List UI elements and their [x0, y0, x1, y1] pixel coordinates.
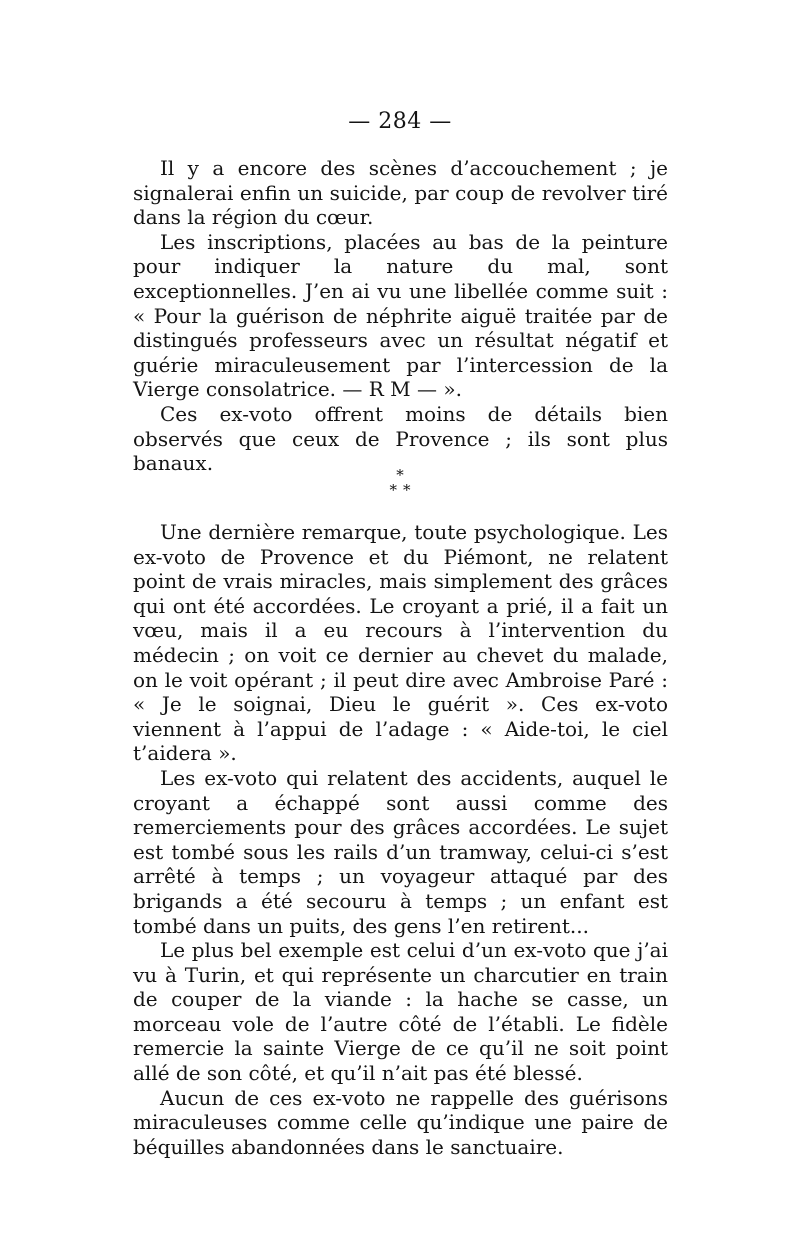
asterism-separator: [340, 468, 460, 508]
paragraph-accidents: Les ex-voto qui relatent des accidents, auquel le croyant a échappé sont aussi comme des remerciements pour des grâces accordées. Le sujet est tombé sous les rails d’un tramway, celui-ci s’est arrêté à temps ; un voyageur attaqué par des brigands a été secouru à temps ; un enfant est tombé dans un puits, des gens l’en retirent...: [133, 765, 668, 938]
paragraph-turin-example: Le plus bel exemple est celui d’un ex-voto que j’ai vu à Turin, et qui représente un charcutier en train de couper de la viande : la hache se casse, un morceau vole de l’autre côté de l’établi. Le fidèle remercie la sainte Vierge de ce qu’il ne soit point allé de son côté, et qu’il n’ait pas été blessé.: [133, 938, 668, 1086]
paragraph-psychological-remark: Une dernière remarque, toute psychologique. Les ex-voto de Provence et du Piémont, ne relatent point de vrais miracles, mais simplement des grâces qui ont été accordées. Le croyant a prié, il a fait un vœu, mais il a eu recours à l’intervention du médecin ; on voit ce dernier au chevet du malade, on le voit opérant ; il peut dire avec Ambroise Paré : « Je le soignai, Dieu le guérit ». Ces ex-voto viennent à l’appui de l’adage : « Aide-toi, le ciel t’aidera ».: [133, 520, 668, 766]
asterism-star-left: *: [389, 481, 397, 499]
asterism-star-right: *: [403, 481, 411, 499]
paragraph-crutches: Aucun de ces ex-voto ne rappelle des guérisons miraculeuses comme celle qu’indique une paire de béquilles abandonnées dans le sanctuaire.: [133, 1085, 668, 1159]
section-2: [133, 520, 668, 1159]
paragraph-provence-comparison: Ces ex-voto offrent moins de détails bien observés que ceux de Provence ; ils sont plus banaux.: [133, 401, 668, 476]
section-1: [133, 156, 668, 476]
page-number: — 284 —: [348, 109, 452, 134]
asterism-star-top: *: [396, 466, 404, 484]
paragraph-inscriptions: Les inscriptions, placées au bas de la peinture pour indiquer la nature du mal, sont exceptionnelles. J’en ai vu une libellée comme suit : « Pour la guérison de néphrite aiguë traitée par de distingués professeurs avec un résultat négatif et guérie miraculeusement par l’intercession de la Vierge consolatrice. — R M — ».: [133, 229, 668, 402]
paragraph-childbirth-suicide: Il y a encore des scènes d’accouchement ; je signalerai enfin un suicide, par coup de revolver tiré dans la région du cœur.: [133, 156, 668, 230]
